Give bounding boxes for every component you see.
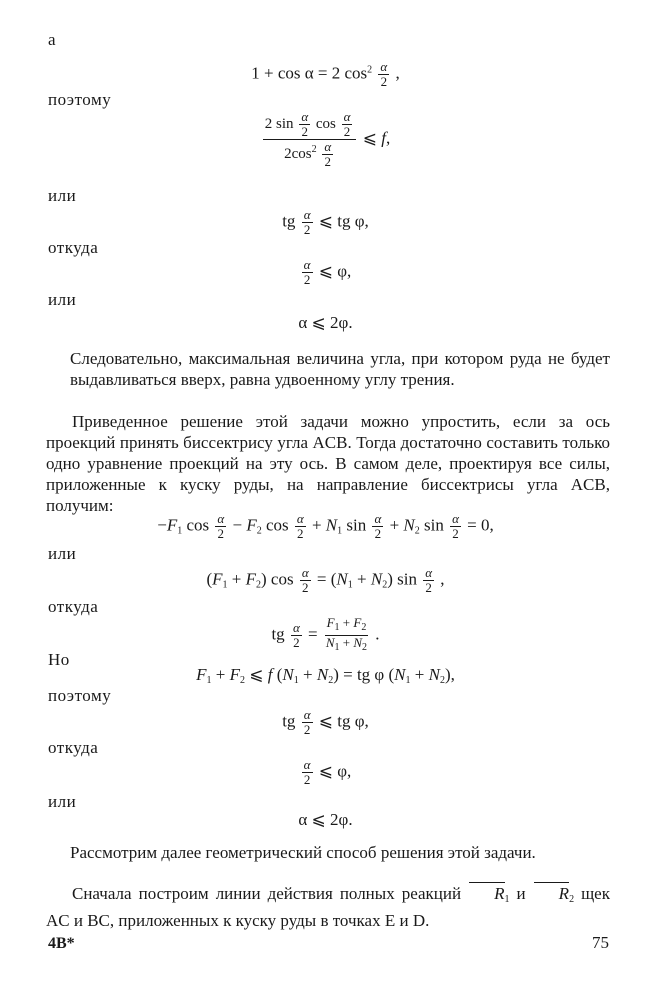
word-ili-4: или [48,792,77,811]
equation-3: tg $\frac{\alpha}{2}$ ⩽ tg φ, [282,207,369,237]
word-otkuda-3: откуда [48,738,99,757]
paragraph-4-start: Сначала построим линии действия полных реакций [72,884,462,903]
equation-12: α ⩽ 2φ. [298,810,353,829]
equation-10: tg $\frac{\alpha}{2}$ ⩽ tg φ, [282,707,369,737]
equation-7: $(F_1 + F_2)$ cos $\frac{\alpha}{2}$ = $(N_1 + N_2)$ sin $\frac{\alpha}{2}$ , [206,565,445,595]
equation-1: 1 + cos α = 2 $\cos^2$ $\frac{\alpha}{2}$ , [251,59,400,89]
signature-mark: 4B* [48,935,75,952]
paragraph-2: Приведенное решение этой задачи можно упростить, если за ось проекций принять биссектрису угла ACB. Тогда достаточно составить только одно уравнение проекций на эту ось. В самом деле, проектируя все силы, приложенные к куску руды, на направление биссектрисы угла ACB, получим: [46,412,610,515]
word-poetomu-2: поэтому [48,686,112,705]
equation-4: $\frac{\alpha}{2}$ ⩽ φ, [303,257,352,287]
equation-8: tg $\frac{\alpha}{2}$ = $\frac{F_1 + F_2}{N_1 + N_2}$ . [271,615,380,653]
equation-2: 2 sin $\frac{\alpha}{2}$ cos $\frac{\alpha}{2}$ $2\cos^2$ $\frac{\alpha}{2}$ ⩽ f, [264,109,391,169]
word-no: Но [48,650,70,669]
word-a: а [48,30,57,49]
word-ili-3: или [48,544,77,563]
vector-R2: R [533,883,569,904]
vector-R1: R [468,883,504,904]
equation-5: α ⩽ 2φ. [298,313,353,332]
equation-6: $-F_1$ cos $\frac{\alpha}{2}$ − $F_2$ cos $\frac{\alpha}{2}$ + $N_1$ sin $\frac{\alpha}{2}$ + $N_2$ sin $\frac{\alpha}{2}$ = 0, [157,511,494,541]
word-ili-2: или [48,290,77,309]
word-otkuda-2: откуда [48,597,99,616]
paragraph-4-end: щек AC и BC, приложенных к куску руды в точках E и D. [46,884,610,930]
paragraph-1: Следовательно, максимальная величина угла, при котором руда не будет выдавливаться вверх, равна удвоенному углу трения. [70,349,610,389]
paragraph-4: Сначала построим линии действия полных реакций $R_1$ и $R_2$ щек AC и BC, приложенных к куску руды в точках E и D. [46,884,610,930]
page-number: 75 [592,933,609,952]
word-poetomu-1: поэтому [48,90,112,109]
equation-9: $F_1 + F_2$ ⩽ f $(N_1 + N_2)$ = tg φ $(N_1 + N_2)$, [196,665,455,686]
word-otkuda-1: откуда [48,238,99,257]
equation-11: $\frac{\alpha}{2}$ ⩽ φ, [303,757,352,787]
paragraph-3: Рассмотрим далее геометрический способ решения этой задачи. [70,843,536,862]
word-ili-1: или [48,186,77,205]
